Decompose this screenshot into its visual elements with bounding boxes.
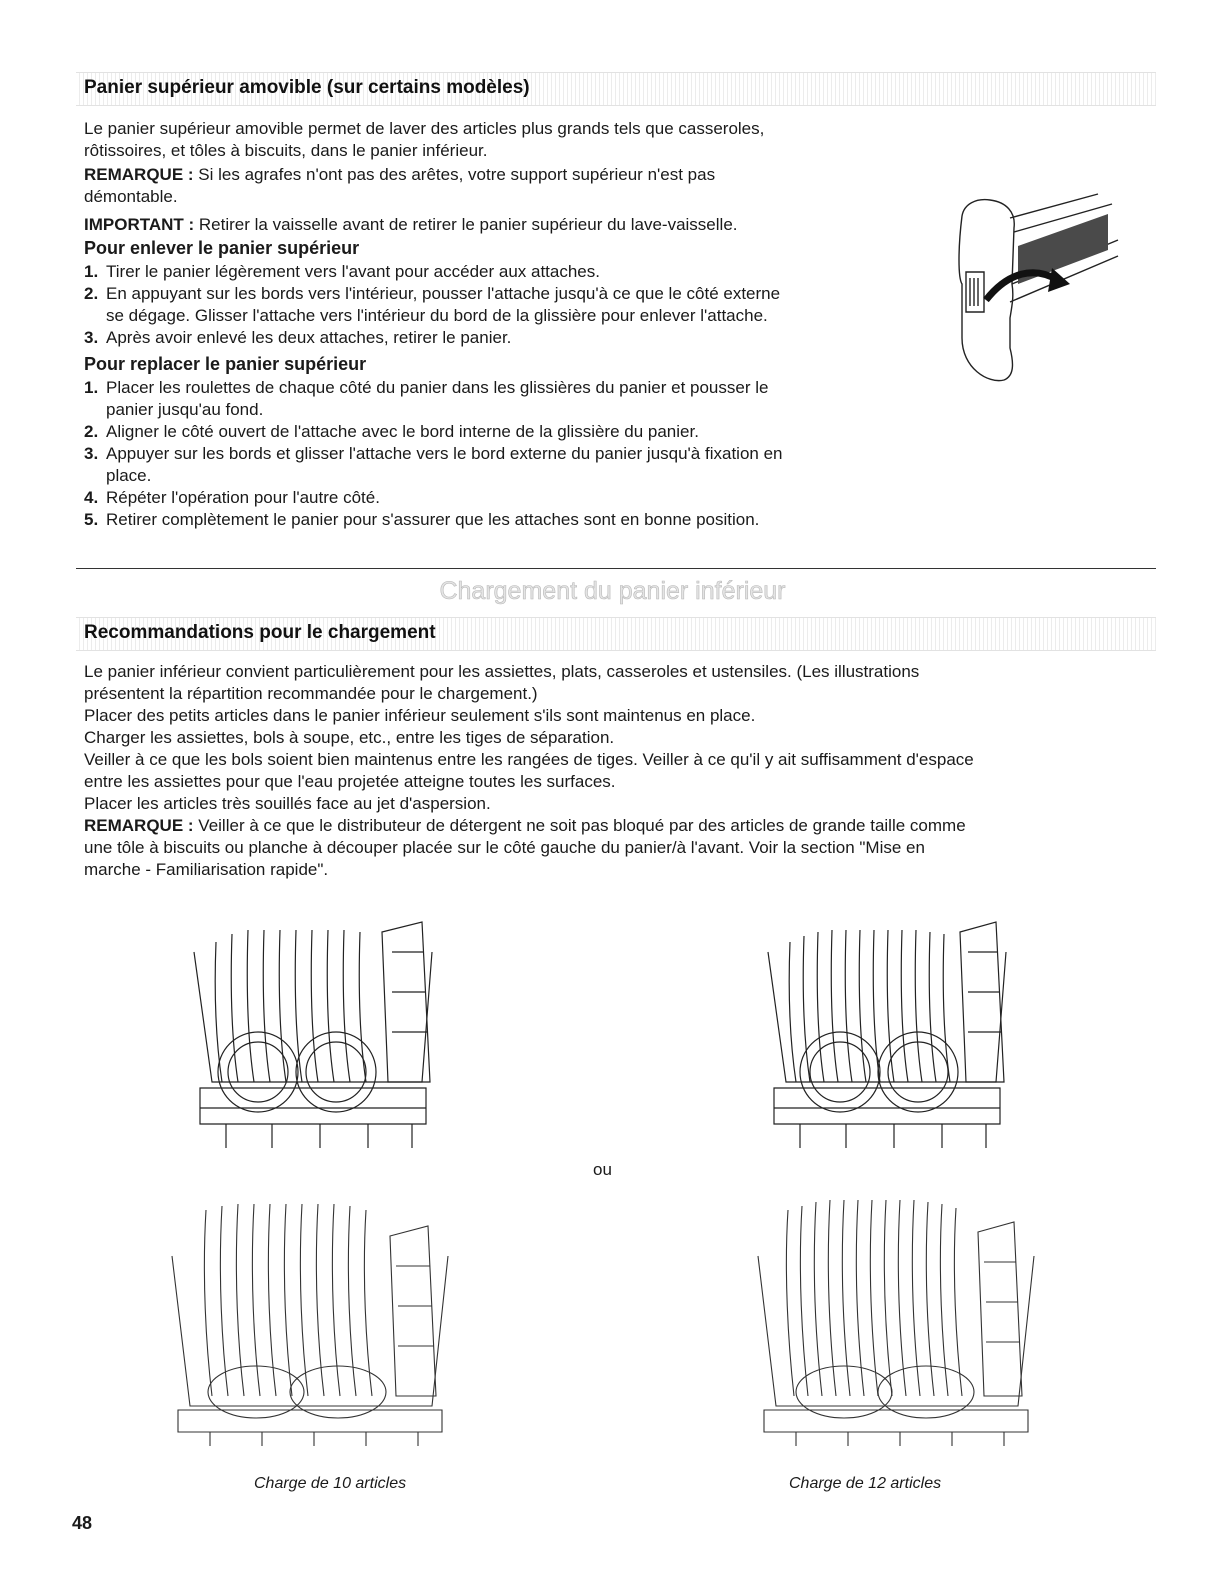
- loading-paragraph: [84, 661, 974, 881]
- step-number: 1.: [84, 378, 99, 397]
- note-text: Si les agrafes n'ont pas des arêtes, votre support supérieur n'est pas: [198, 165, 716, 184]
- step-number: 2.: [84, 422, 99, 441]
- step-text: Après avoir enlevé les deux attaches, retirer le panier.: [106, 328, 512, 347]
- text-line: entre les assiettes pour que l'eau projetée atteigne toutes les surfaces.: [84, 772, 616, 791]
- step-text: se dégage. Glisser l'attache vers l'intérieur du bord de la glissière pour enlever l'attache.: [106, 306, 768, 325]
- intro-paragraph: [84, 118, 764, 162]
- note-text: démontable.: [84, 187, 178, 206]
- list-item: [84, 421, 782, 443]
- replace-steps-list: [84, 377, 782, 531]
- remove-steps-list: [84, 261, 780, 349]
- step-number: 3.: [84, 444, 99, 463]
- text-line: marche - Familiarisation rapide".: [84, 860, 329, 879]
- list-item: [84, 327, 780, 349]
- step-text: Aligner le côté ouvert de l'attache avec le bord interne de la glissière du panier.: [106, 422, 699, 441]
- page-number: 48: [72, 1513, 93, 1533]
- step-number: 1.: [84, 262, 99, 281]
- step-number: 3.: [84, 328, 99, 347]
- intro-line: Le panier supérieur amovible permet de laver des articles plus grands tels que casseroles,: [84, 119, 765, 138]
- text-line: Veiller à ce que le distributeur de détergent ne soit pas bloqué par des articles de grande taille comme: [198, 816, 966, 835]
- step-text: Retirer complètement le panier pour s'assurer que les attaches sont en bonne position.: [106, 510, 760, 529]
- section-heading-band: [76, 72, 1156, 106]
- step-text: Tirer le panier légèrement vers l'avant pour accéder aux attaches.: [106, 262, 600, 281]
- important-text: Retirer la vaisselle avant de retirer le panier supérieur du lave-vaisselle.: [198, 215, 738, 234]
- caption-10-items: Charge de 10 articles: [254, 1475, 407, 1492]
- section-heading-band: [76, 617, 1156, 651]
- section-heading: Recommandations pour le chargement: [84, 622, 436, 643]
- rack-clip-illustration: [948, 188, 1126, 386]
- text-line: Le panier inférieur convient particulièrement pour les assiettes, plats, casseroles et ustensiles. (Les illustrations: [84, 662, 920, 681]
- important-label: IMPORTANT :: [84, 215, 195, 234]
- intro-line: rôtissoires, et tôles à biscuits, dans le panier inférieur.: [84, 141, 488, 160]
- important-paragraph: [84, 214, 738, 236]
- caption-12-items: Charge de 12 articles: [789, 1475, 942, 1492]
- step-text: En appuyant sur les bords vers l'intérieur, pousser l'attache jusqu'à ce que le côté externe: [106, 284, 781, 303]
- note-label: REMARQUE :: [84, 816, 194, 835]
- step-text: panier jusqu'au fond.: [106, 400, 264, 419]
- step-text: place.: [106, 466, 152, 485]
- rack-10-items-illustration-top: [186, 912, 438, 1160]
- section-divider: [76, 568, 1156, 569]
- step-number: 2.: [84, 284, 99, 303]
- list-item: [84, 283, 780, 327]
- step-text: Placer les roulettes de chaque côté du panier dans les glissières du panier et pousser le: [106, 378, 769, 397]
- list-item: [84, 261, 780, 283]
- section-heading: Panier supérieur amovible (sur certains modèles): [84, 77, 530, 98]
- text-line: une tôle à biscuits ou planche à découper placée sur le côté gauche du panier/à l'avant. Voir la section "Mise en: [84, 838, 925, 857]
- step-text: Répéter l'opération pour l'autre côté.: [106, 488, 380, 507]
- text-line: Charger les assiettes, bols à soupe, etc., entre les tiges de séparation.: [84, 728, 615, 747]
- text-line: Placer les articles très souillés face au jet d'aspersion.: [84, 794, 491, 813]
- note-label: REMARQUE :: [84, 165, 194, 184]
- step-text: Appuyer sur les bords et glisser l'attache vers le bord externe du panier jusqu'à fixation en: [106, 444, 783, 463]
- list-item: [84, 487, 782, 509]
- rack-12-items-illustration-bottom: [752, 1192, 1042, 1450]
- step-number: 5.: [84, 510, 99, 529]
- step-number: 4.: [84, 488, 99, 507]
- list-item: [84, 509, 782, 531]
- section-title: Chargement du panier inférieur: [439, 577, 786, 605]
- text-line: Veiller à ce que les bols soient bien maintenus entre les rangées de tiges. Veiller à ce qu'il y ait suffisamment d'espace: [84, 750, 974, 769]
- text-line: présentent la répartition recommandée pour le chargement.): [84, 684, 538, 703]
- rack-12-items-illustration-top: [760, 912, 1012, 1160]
- list-item: [84, 377, 782, 421]
- list-item: [84, 443, 782, 487]
- text-line: Placer des petits articles dans le panier inférieur seulement s'ils sont maintenus en place.: [84, 706, 756, 725]
- rack-10-items-illustration-bottom: [166, 1196, 456, 1450]
- replace-subheading: Pour replacer le panier supérieur: [84, 354, 367, 374]
- or-label: ou: [593, 1160, 612, 1179]
- remove-subheading: Pour enlever le panier supérieur: [84, 238, 360, 258]
- note-paragraph: [84, 164, 715, 208]
